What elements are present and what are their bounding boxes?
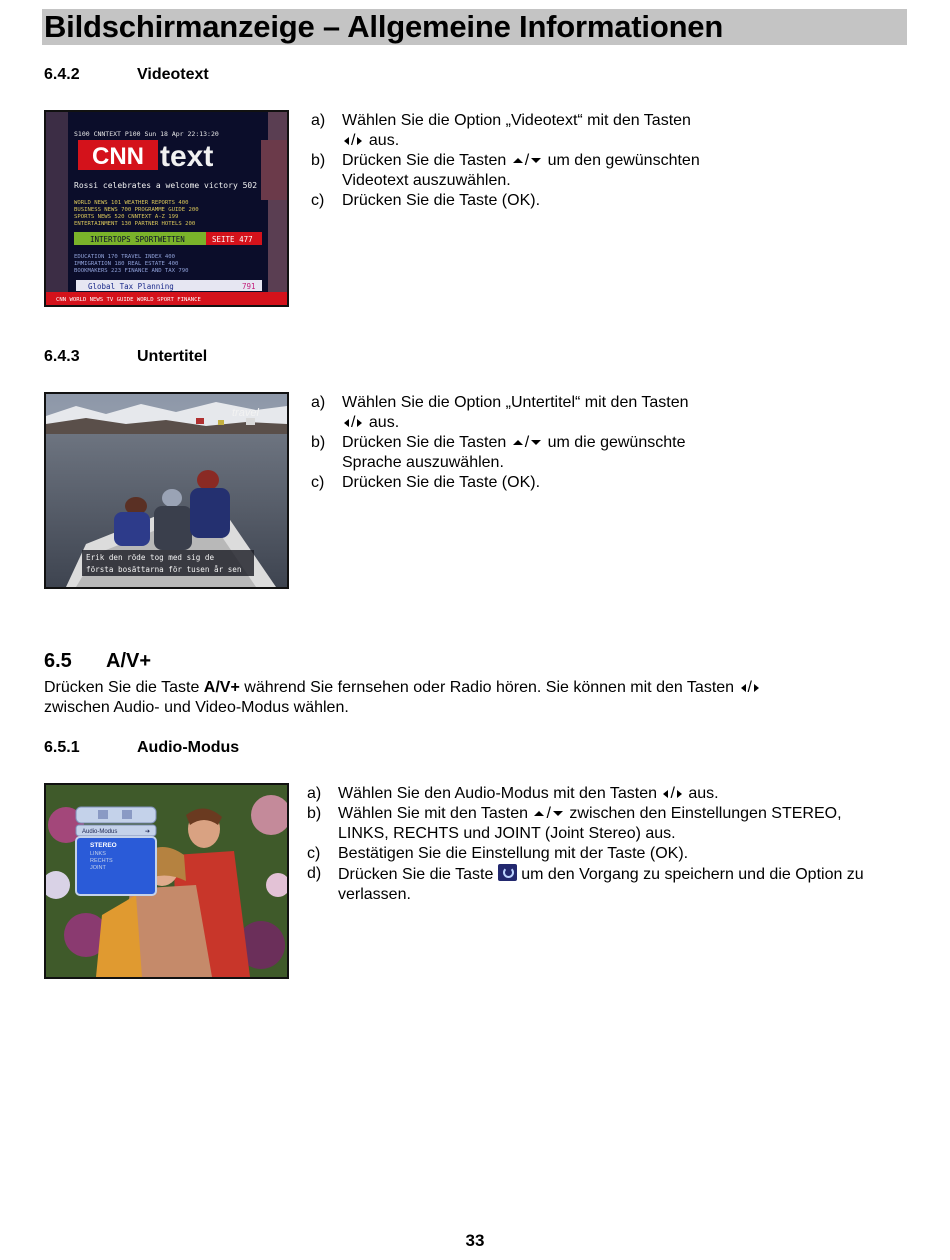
back-key-icon — [498, 864, 517, 881]
teletext-index-row: BUSINESS NEWS 700 PROGRAMME GUIDE 200 — [74, 207, 199, 213]
av-key-name: A/V+ — [203, 679, 240, 696]
subtitle-line: första bosättarna för tusen år sen — [86, 565, 242, 574]
page-title: Bildschirmanzeige – Allgemeine Informationen — [44, 9, 724, 44]
teletext-banner-right: SEITE 477 — [212, 235, 253, 244]
teletext-logo: text — [160, 140, 214, 173]
section-title: Untertitel — [137, 348, 208, 365]
subtitle-line: Erik den röde tog med sig de — [86, 553, 215, 562]
list-item: a) Wählen Sie den Audio-Modus mit den Tasten / aus. — [307, 785, 719, 802]
teletext-promo: Global Tax Planning — [88, 282, 174, 291]
section-heading-videotext — [44, 66, 209, 84]
audio-menu-screen-image — [46, 785, 287, 977]
videotext-steps — [311, 111, 911, 211]
teletext-index-row: EDUCATION 170 TRAVEL INDEX 400 — [74, 254, 176, 260]
right-arrow-icon — [677, 790, 682, 798]
up-arrow-icon — [513, 440, 523, 445]
untertitel-screenshot — [44, 392, 289, 589]
audio-option: JOINT — [90, 865, 106, 871]
svg-text:➔: ➔ — [145, 828, 151, 835]
section-number: 6.5.1 — [44, 739, 80, 756]
av-description: Drücken Sie die Taste A/V+ während Sie fernsehen oder Radio hören. Sie können mit den Tasten / zwischen Audio- und Video-Modus wählen. — [44, 678, 904, 718]
up-arrow-icon — [513, 158, 523, 163]
audio-screenshot — [44, 783, 289, 979]
down-arrow-icon — [531, 158, 541, 163]
audio-option: RECHTS — [90, 858, 113, 864]
page-number: 33 — [465, 1231, 485, 1250]
audio-menu-title: Audio-Modus — [82, 829, 118, 835]
right-arrow-icon — [357, 137, 362, 145]
teletext-index-row: SPORTS NEWS 520 CNNTEXT A-Z 199 — [74, 214, 179, 220]
right-arrow-icon — [357, 419, 362, 427]
subtitle-screen-image — [46, 394, 287, 587]
left-arrow-icon — [663, 790, 668, 798]
untertitel-steps — [311, 393, 911, 493]
channel-logo: travel — [232, 407, 259, 419]
section-heading-audio — [44, 739, 239, 757]
teletext-screen-image — [46, 112, 287, 305]
list-item: b) Wählen Sie mit den Tasten / zwischen den Einstellungen STEREO, LINKS, RECHTS und JOINT (Joint Stereo) aus. — [307, 805, 842, 842]
page-header — [42, 9, 907, 45]
teletext-top-bar: S100 CNNTEXT P100 Sun 18 Apr 22:13:20 — [74, 130, 219, 138]
left-arrow-icon — [741, 684, 746, 692]
down-arrow-icon — [531, 440, 541, 445]
list-item: c) Drücken Sie die Taste (OK). — [311, 192, 541, 209]
teletext-index-row: BOOKMAKERS 223 FINANCE AND TAX 790 — [74, 268, 189, 274]
section-number: 6.4.2 — [44, 66, 80, 83]
section-number: 6.4.3 — [44, 348, 80, 365]
list-item: b) Drücken Sie die Tasten / um die gewünschte Sprache auszuwählen. — [311, 434, 686, 471]
up-arrow-icon — [534, 811, 544, 816]
section-title: Audio-Modus — [137, 739, 240, 756]
section-title: Videotext — [137, 66, 209, 83]
section-number: 6.5 — [44, 650, 72, 672]
list-item: a) Wählen Sie die Option „Videotext“ mit den Tasten / aus. — [311, 112, 691, 149]
right-arrow-icon — [754, 684, 759, 692]
section-heading-av — [44, 650, 151, 673]
audio-steps — [307, 784, 917, 905]
teletext-index-row: WORLD NEWS 101 WEATHER REPORTS 400 — [74, 200, 189, 206]
list-item: b) Drücken Sie die Tasten / um den gewünschten Videotext auszuwählen. — [311, 152, 700, 189]
down-arrow-icon — [553, 811, 563, 816]
teletext-promo-page: 791 — [242, 282, 256, 291]
section-heading-untertitel — [44, 348, 207, 366]
teletext-banner-left: INTERTOPS SPORTWETTEN — [90, 235, 185, 244]
list-item: c) Bestätigen Sie die Einstellung mit der Taste (OK). — [307, 845, 689, 862]
videotext-screenshot — [44, 110, 289, 307]
left-arrow-icon — [344, 419, 349, 427]
list-item: c) Drücken Sie die Taste (OK). — [311, 474, 541, 491]
audio-option: LINKS — [90, 851, 106, 857]
left-arrow-icon — [344, 137, 349, 145]
teletext-index-row: IMMIGRATION 180 REAL ESTATE 400 — [74, 261, 179, 267]
audio-option: STEREO — [90, 842, 117, 849]
teletext-headline: Rossi celebrates a welcome victory 502 — [74, 181, 258, 190]
list-item: a) Wählen Sie die Option „Untertitel“ mit den Tasten / aus. — [311, 394, 689, 431]
list-item: d) Drücken Sie die Taste um den Vorgang zu speichern und die Option zu verlassen. — [307, 865, 864, 903]
cnn-logo: CNN — [92, 143, 144, 170]
teletext-footer: CNN WORLD NEWS TV GUIDE WORLD SPORT FINANCE — [56, 297, 201, 303]
section-title: A/V+ — [106, 650, 152, 672]
teletext-index-row: ENTERTAINMENT 130 PARTNER HOTELS 200 — [74, 221, 196, 227]
